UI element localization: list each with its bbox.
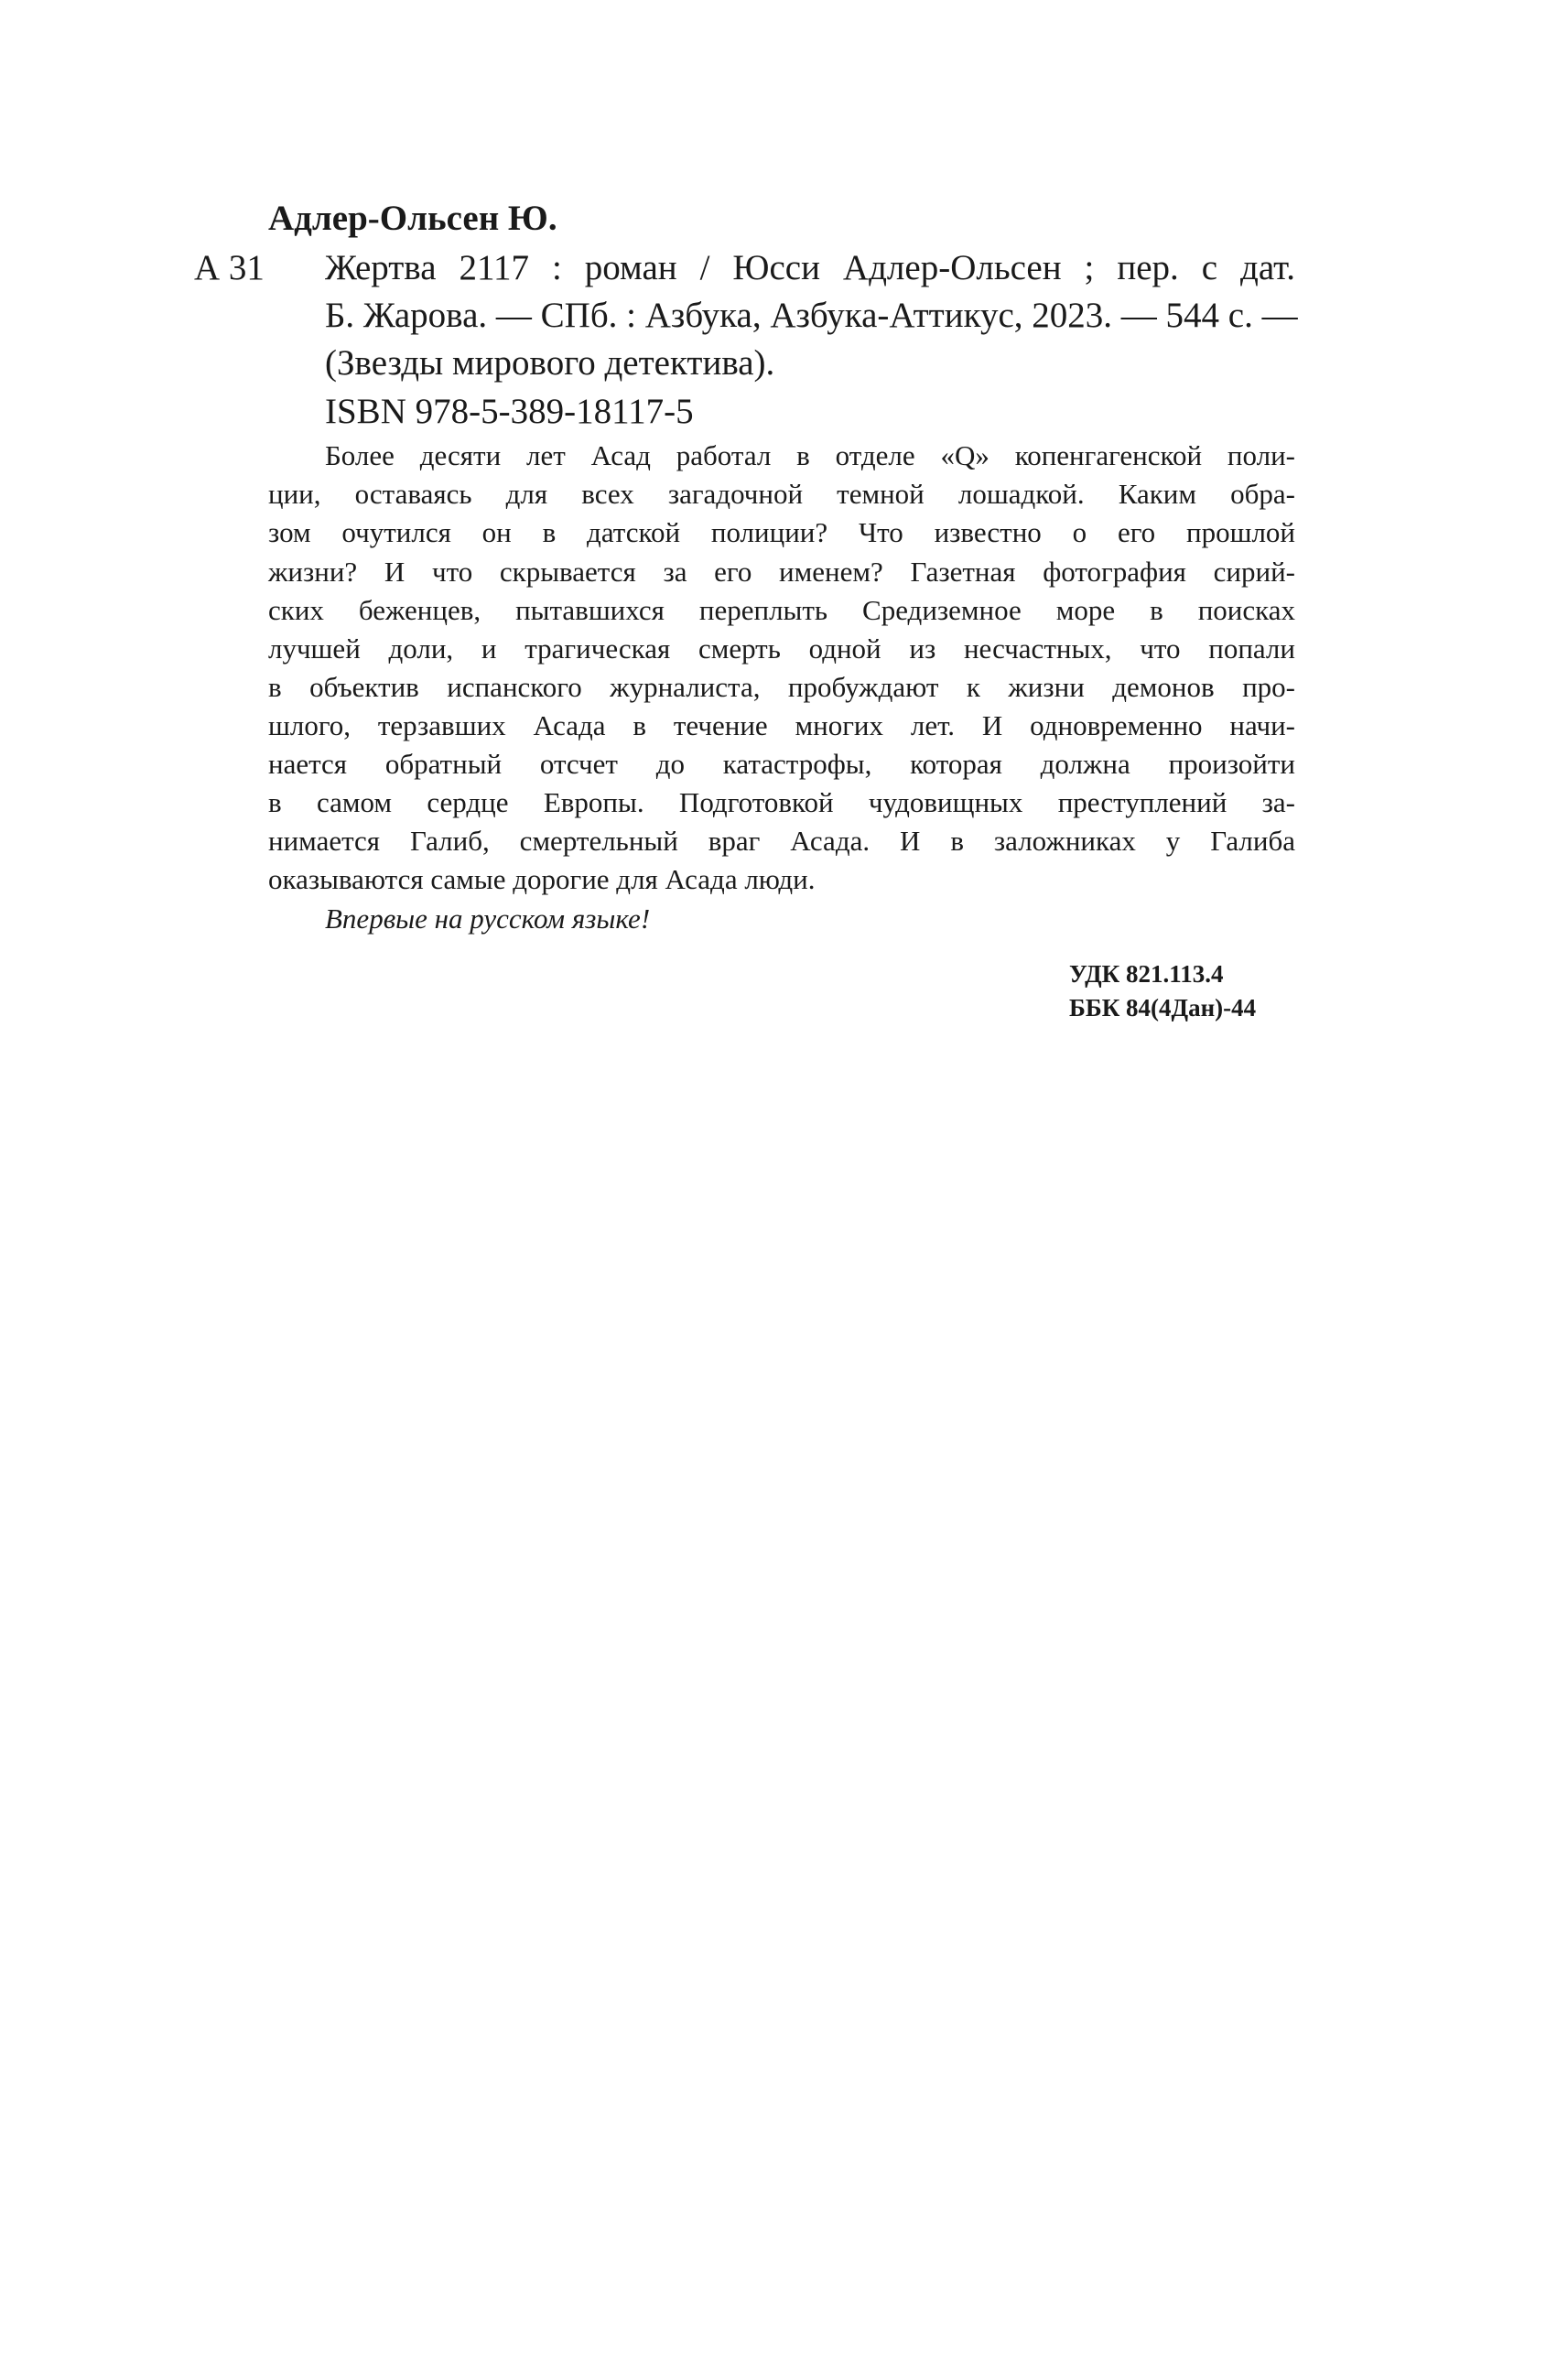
annotation-line: лучшей доли, и трагическая смерть одной из несчастных, что попали	[268, 632, 1295, 665]
annotation-line: ции, оставаясь для всех загадочной темной лошадкой. Каким обра-	[268, 478, 1295, 510]
annotation-line: оказываются самые дорогие для Асада люди.	[268, 863, 816, 895]
annotation-line: нается обратный отсчет до катастрофы, которая должна произойти	[268, 748, 1295, 780]
annotation-line: в объектив испанского журналиста, пробуждают к жизни демонов про-	[268, 671, 1295, 703]
annotation-line: жизни? И что скрывается за его именем? Газетная фотография сирий-	[268, 556, 1295, 588]
bibliographic-line: Жертва 2117 : роман / Юсси Адлер-Ольсен ; пер. с дат.	[325, 248, 1295, 287]
udk-code: УДК 821.113.4	[1069, 960, 1224, 988]
bbk-code: ББК 84(4Дан)-44	[1069, 994, 1257, 1021]
author-heading: Адлер-Ольсен Ю.	[268, 199, 557, 238]
first-edition-note: Впервые на русском языке!	[325, 903, 651, 935]
annotation-line: шлого, терзавших Асада в течение многих лет. И одновременно начи-	[268, 709, 1295, 741]
annotation-line: зом очутился он в датской полиции? Что известно о его прошлой	[268, 516, 1295, 548]
annotation-line: ских беженцев, пытавшихся переплыть Средиземное море в поисках	[268, 594, 1295, 626]
isbn: ISBN 978-5-389-18117-5	[325, 392, 694, 431]
annotation-line: в самом сердце Европы. Подготовкой чудовищных преступлений за-	[268, 786, 1295, 818]
index-mark: А 31	[194, 248, 265, 287]
bibliographic-line: (Звезды мирового детектива).	[325, 343, 775, 383]
annotation-line: нимается Галиб, смертельный враг Асада. И в заложниках у Галиба	[268, 825, 1295, 857]
bibliographic-line: Б. Жарова. — СПб. : Азбука, Азбука-Аттикус, 2023. — 544 с. —	[325, 296, 1298, 335]
annotation-line: Более десяти лет Асад работал в отделе «Q» копенгагенской поли-	[325, 439, 1295, 471]
